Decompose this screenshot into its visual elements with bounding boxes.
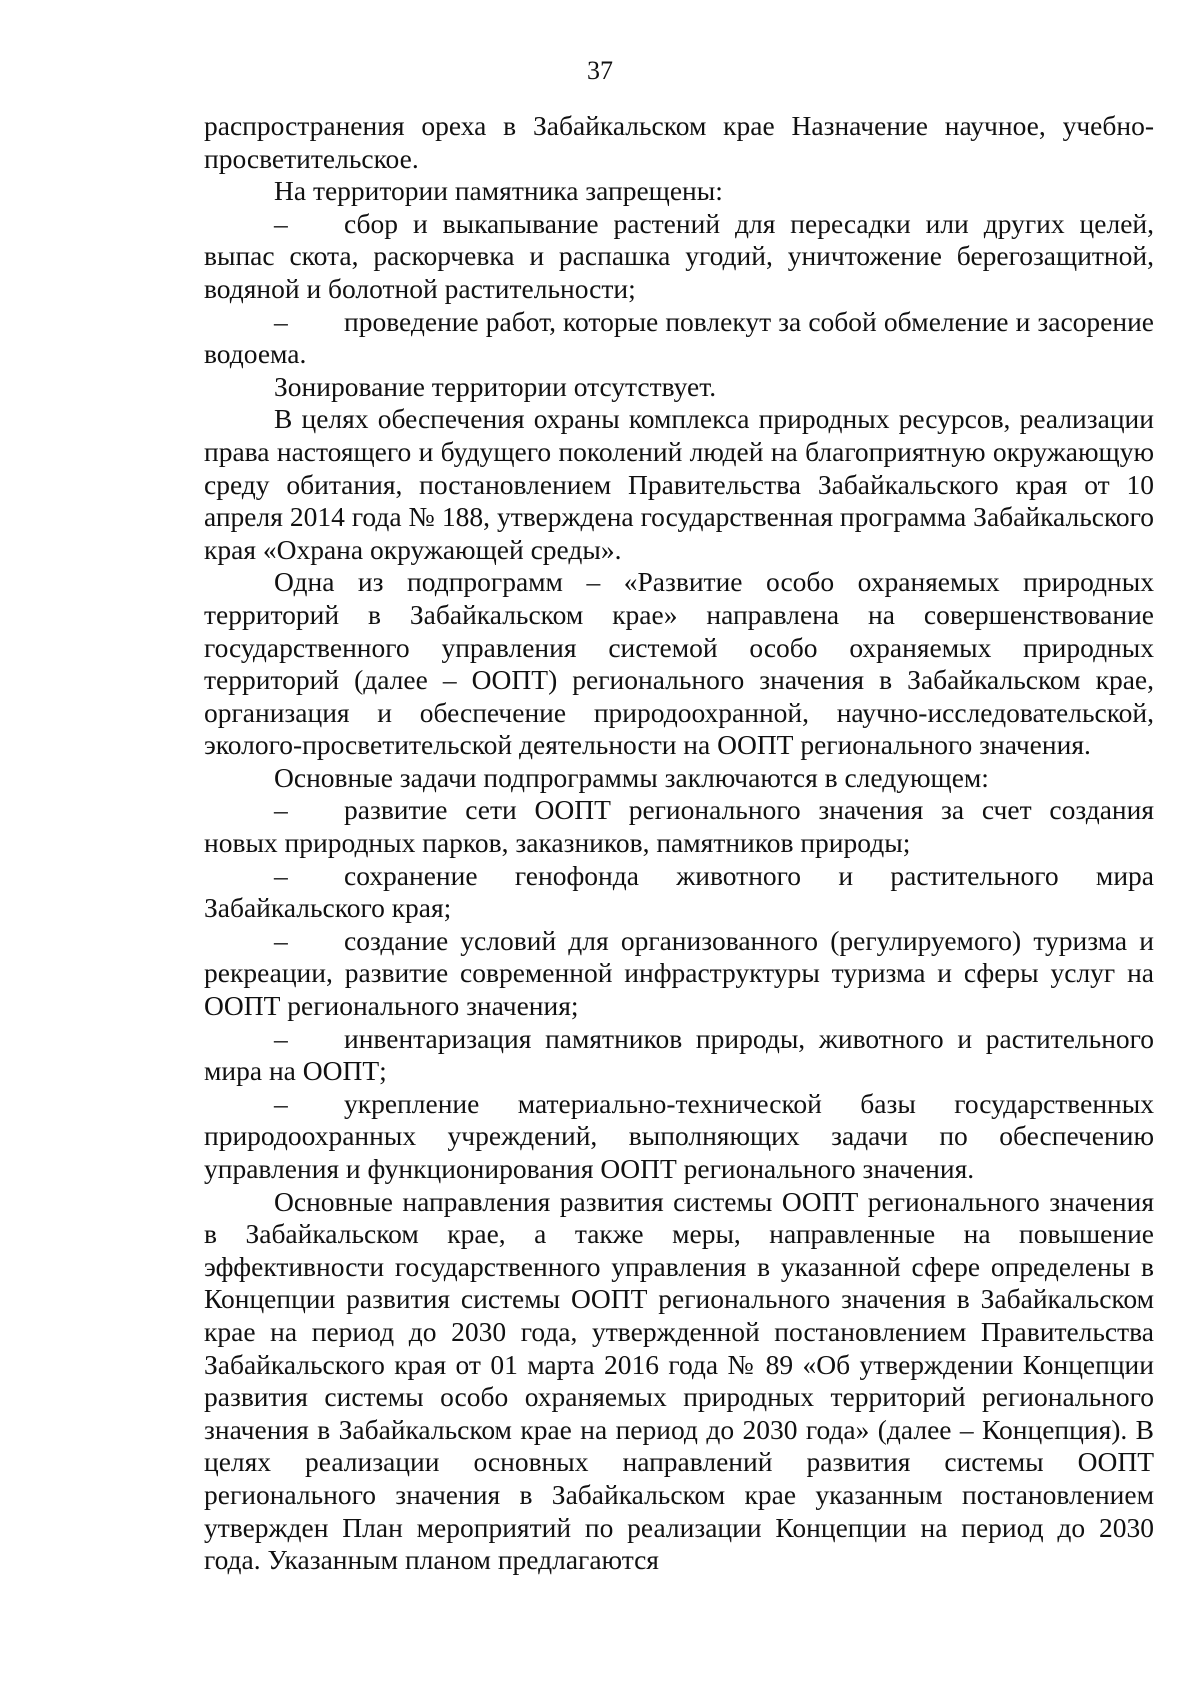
dash-marker: – <box>274 1022 288 1054</box>
paragraph: На территории памятника запрещены: <box>274 175 723 207</box>
paragraph: распространения ореха в Забайкальском крае Назначение научное, учебно-просветительское. <box>204 110 1154 174</box>
list-item-text: сбор и выкапывание растений для пересадки или других целей, выпас скота, раскорчевка и распашка угодий, уничтожение берегозащитной, водяной и болотной растительности; <box>204 207 1154 304</box>
dash-marker: – <box>274 1087 288 1119</box>
list-item-text: сохранение генофонда животного и растительного мира Забайкальского края; <box>204 859 1154 924</box>
list-item-text: инвентаризация памятников природы, животного и растительного мира на ООПТ; <box>204 1022 1154 1087</box>
list-item <box>204 1088 1154 1186</box>
list-item <box>204 925 1154 1023</box>
paragraph: Основные задачи подпрограммы заключаются в следующем: <box>274 761 989 793</box>
list-item-text: развитие сети ООПТ регионального значения за счет создания новых природных парков, заказников, памятников природы; <box>204 794 1154 859</box>
dash-marker: – <box>274 305 288 337</box>
dash-marker: – <box>274 794 288 826</box>
list-item-text: проведение работ, которые повлекут за собой обмеление и засорение водоема. <box>204 305 1154 370</box>
paragraph: Основные направления развития системы ООПТ регионального значения в Забайкальском крае, а также меры, направленные на повышение эффективности государственного управления в указанной сфере определены в Концепции развития системы ООПТ регионального значения в Забайкальском крае на период до 2030 года, утвержденной постановлением Правительства Забайкальского края от 01 марта 2016 года № 89 «Об утверждении Концепции развития системы особо охраняемых природных территорий регионального значения в Забайкальском крае на период до 2030 года» (далее – Концепция). В целях реализации основных направлений развития системы ООПТ регионального значения в Забайкальском крае указанным постановлением утвержден План мероприятий по реализации Концепции на период до 2030 года. Указанным планом предлагаются <box>204 1185 1154 1576</box>
paragraph: Одна из подпрограмм – «Развитие особо охраняемых природных территорий в Забайкальском крае» направлена на совершенствование государственного управления системой особо охраняемых природных территорий (далее – ООПТ) регионального значения в Забайкальском крае, организация и обеспечение природоохранной, научно-исследовательской, эколого-просветительской деятельности на ООПТ регионального значения. <box>204 566 1154 761</box>
document-body <box>204 110 1154 1577</box>
paragraph: В целях обеспечения охраны комплекса природных ресурсов, реализации права настоящего и будущего поколений людей на благоприятную окружающую среду обитания, постановлением Правительства Забайкальского края от 10 апреля 2014 года № 188, утверждена государственная программа Забайкальского края «Охрана окружающей среды». <box>204 403 1154 565</box>
list-item <box>204 860 1154 925</box>
list-item-text: создание условий для организованного (регулируемого) туризма и рекреации, развитие современной инфраструктуры туризма и сферы услуг на ООПТ регионального значения; <box>204 924 1154 1022</box>
paragraph: Зонирование территории отсутствует. <box>274 370 717 402</box>
list-item <box>204 208 1154 306</box>
dash-marker: – <box>274 859 288 891</box>
page-number: 37 <box>587 56 613 85</box>
list-item <box>204 794 1154 859</box>
list-item <box>204 306 1154 371</box>
list-item-text: укрепление материально-технической базы государственных природоохранных учреждений, выполняющих задачи по обеспечению управления и функционирования ООПТ регионального значения. <box>204 1087 1154 1184</box>
dash-marker: – <box>274 207 288 239</box>
dash-marker: – <box>274 924 288 956</box>
list-item <box>204 1023 1154 1088</box>
